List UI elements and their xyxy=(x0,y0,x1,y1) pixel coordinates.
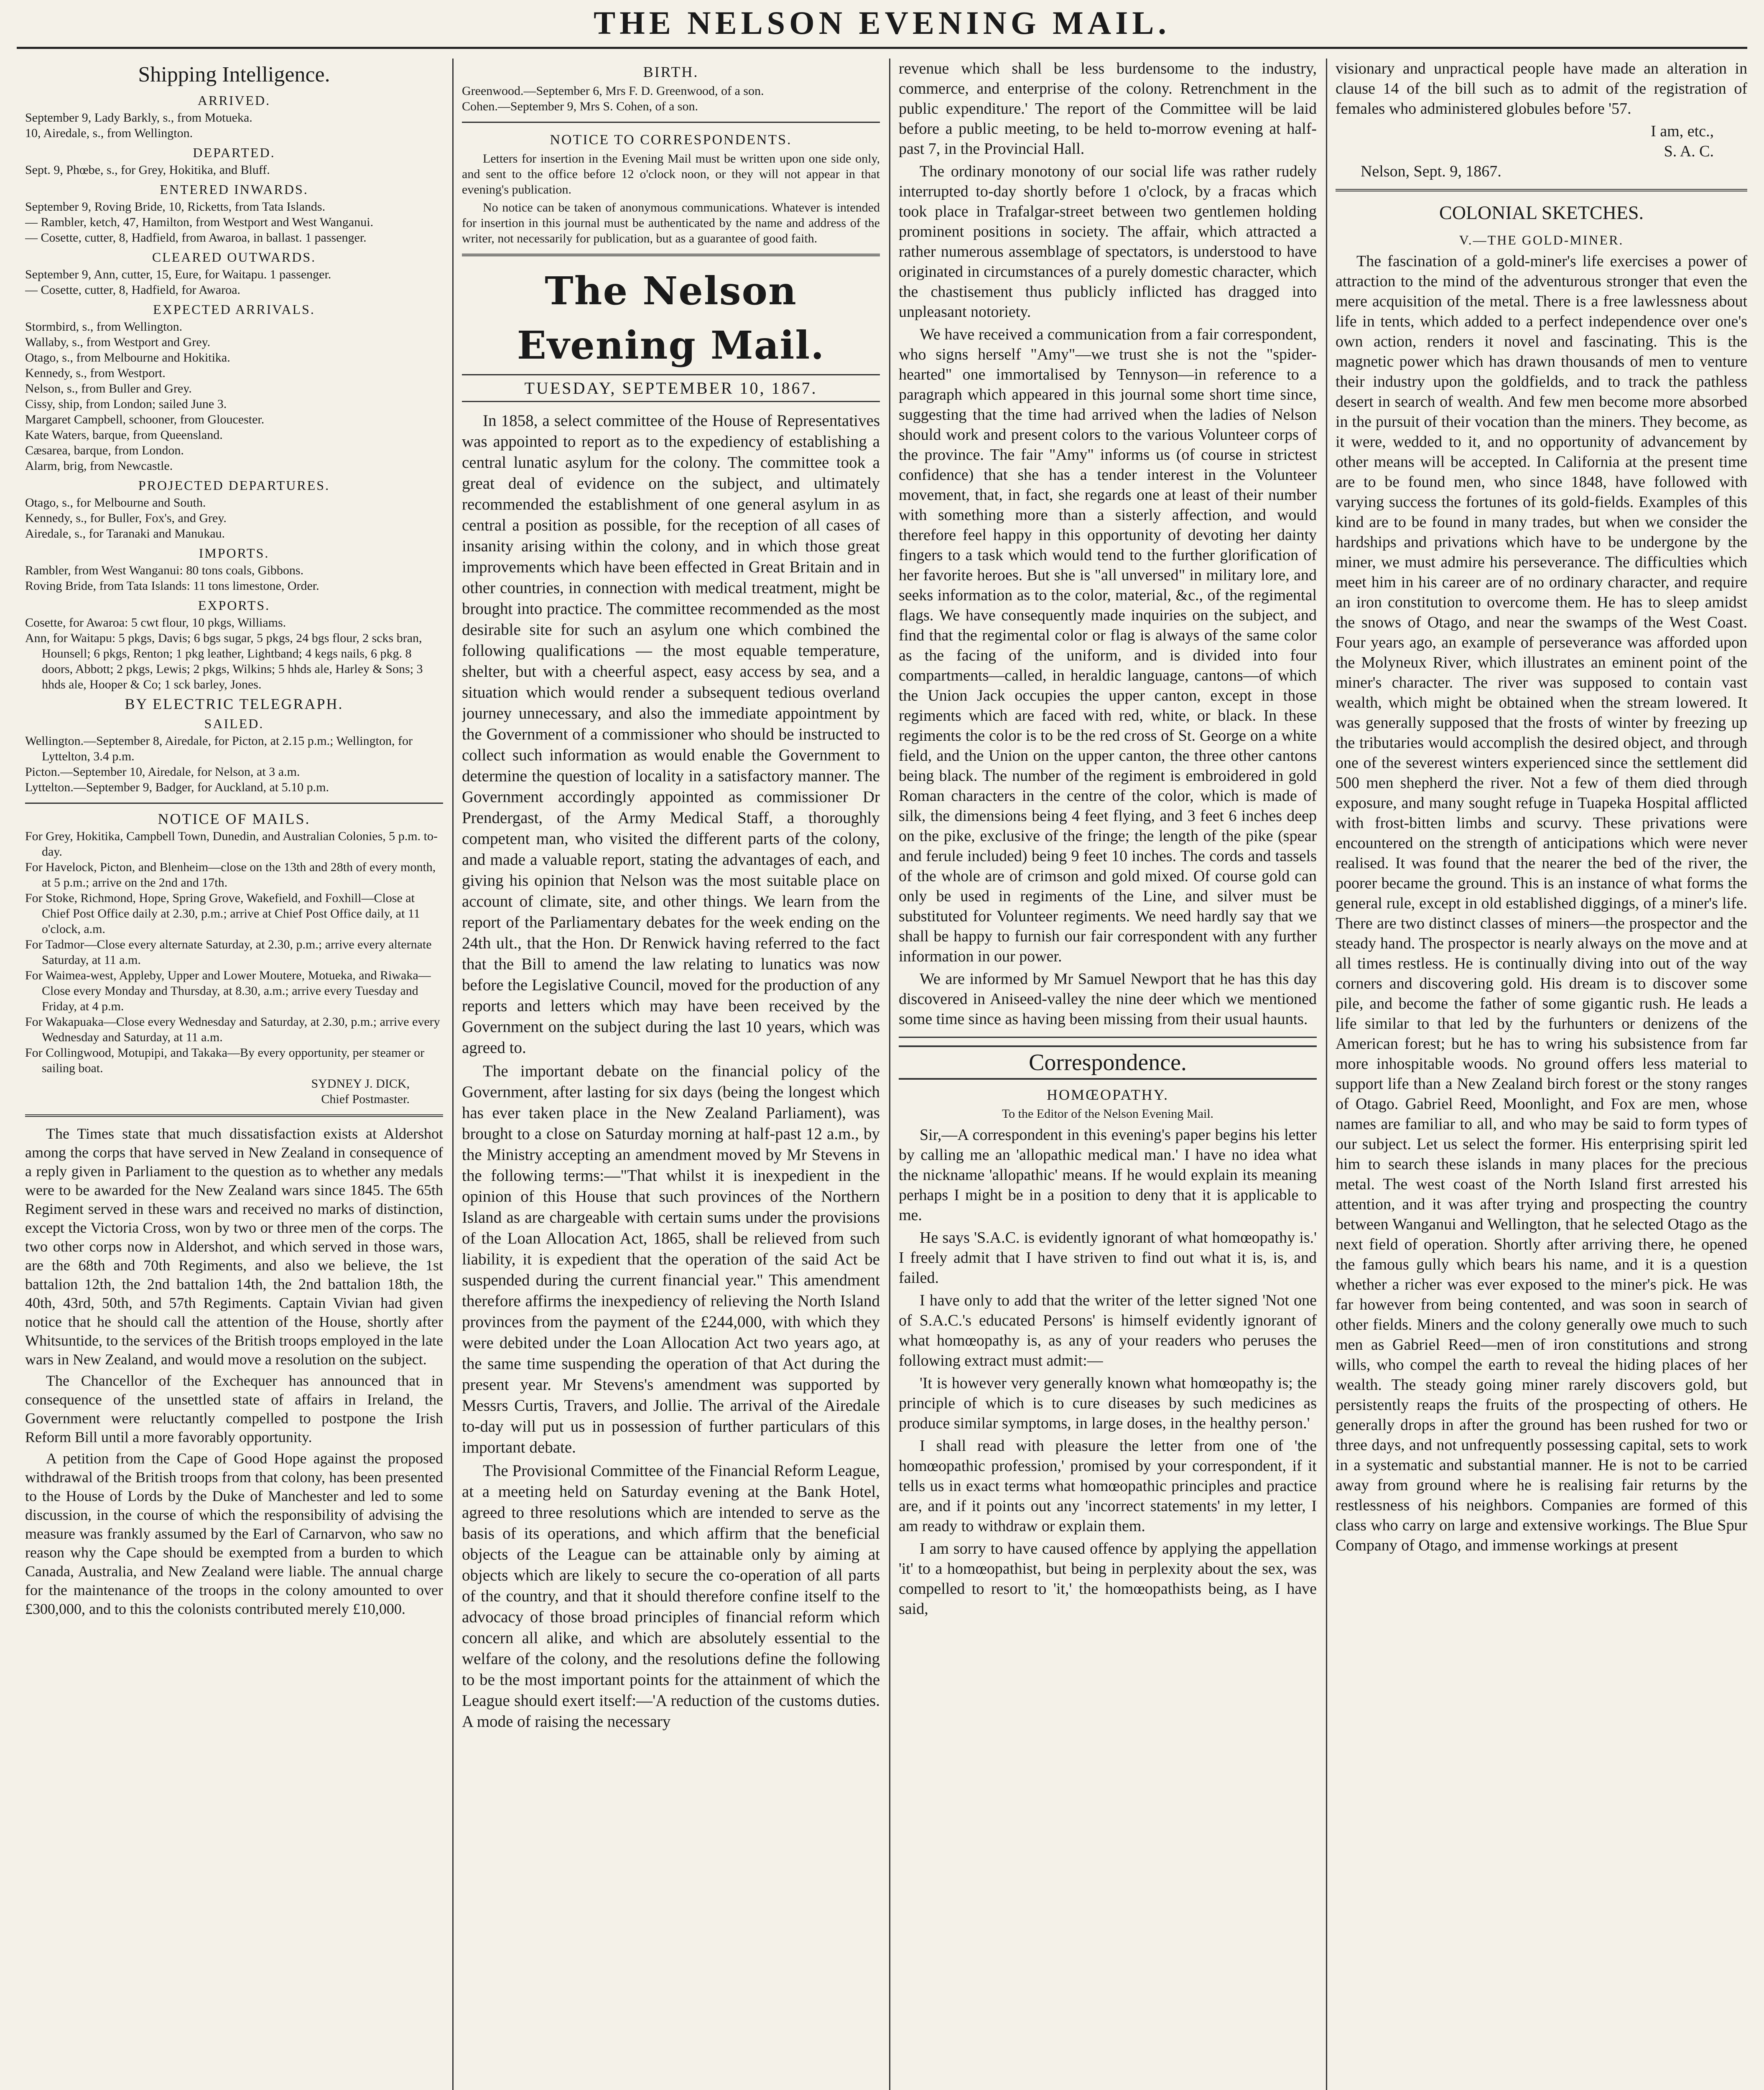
shipping-entry: Wellington.—September 8, Airedale, for Picton, at 2.15 p.m.; Wellington, for Lyttelton, 3.4 p.m. xyxy=(25,734,413,763)
notice-paragraph: No notice can be taken of anonymous communications. Whatever is intended for insertion in this journal must be authenticated by the name and address of the writer, not necessarily for publication, but as a guarantee of good faith. xyxy=(462,201,880,245)
shipping-entry: Cæsarea, barque, from London. xyxy=(25,443,184,457)
shipping-entry: September 9, Lady Barkly, s., from Motueka. xyxy=(25,111,252,125)
letter-signoff: I am, etc., xyxy=(1651,122,1714,140)
shipping-entry: — Rambler, ketch, 47, Hamilton, from Westport and West Wanganui. xyxy=(25,215,374,229)
news-paragraph: We are informed by Mr Samuel Newport that he has this day discovered in Aniseed-valley the nine deer which we mentioned some time since as having been missing from their usual haunts. xyxy=(899,970,1317,1028)
news-paragraph: The Times state that much dissatisfaction exists at Aldershot among the corps that have served in New Zealand in consequence of a reply given in Parliament to the question as to whether any medals were to be awarded for the New Zealand wars since 1845. The 65th Regiment served in these wars and received no marks of distinction, except the Victoria Cross, won by two or three men of the corps. The two other corps now in Aldershot, and which served in those wars, are the 68th and 70th Regiments, and also we believe, the 1st battalion 12th, the 2nd battalion 14th, the 2nd battalion 18th, the 40th, 43rd, 50th, and 57th Regiments. Captain Vivian had given notice that he should call the attention of the House, shortly after Whitsuntide, to the services of the British troops employed in the late wars in New Zealand, and would move a resolution on the subject. xyxy=(25,1125,443,1368)
letter-paragraph: I shall read with pleasure the letter from one of 'the homœopathic profession,' promised by your correspondent, if it tells us in exact terms what homœopathic principles and practice are, and if it points out any 'incorrect statements' in my letter, I am ready to withdraw or explain them. xyxy=(899,1437,1317,1535)
sketch-paragraph: The fascination of a gold-miner's life exercises a power of attraction to the mind of the adventurous stronger that even the mere acquisition of the metal. There is a free lawlessness about life in tents, which added to a perfect independence over one's own action, renders it novel and fascinating. This is the magnetic power which has drawn thousands of men to venture their industry upon the goldfields, and to track the pathless desert in search of wealth. And few men become more absorbed in the pursuit of their vocation than the miners. They become, as it were, wedded to it, and no opportunity of advancement by other means will be accepted. In California at the present time are to be found men, who since 1848, have followed with varying success the fortunes of its gold-fields. Examples of this kind are to be found in many trades, but when we consider the hardships and privations which have to be undergone by the miner, we must admire his perseverance. The difficulties which meet him in his career are of no ordinary character, and require an iron constitution to overcome them. He has to sleep amidst the snows of Otago, and near the swamps of the West Coast. Four years ago, an example of perseverance was afforded upon the Molyneux River, which illustrates an eminent point of the miner's character. The river was supposed to contain vast wealth, which might be obtained when the stream lowered. It was generally supposed that the frosts of winter by freezing up the tributaries would accomplish the desired object, and through one of the severest winters experienced since the settlement did 500 men shepherd the river. Not a few of them died through exposure, and many sought refuge in Tuapeka Hospital afflicted with frost-bitten limbs and scurvy. These privations were encountered on the strength of anticipations which were never realised. It was found that the nearer the bed of the river, the poorer became the ground. This is an instance of what forms the general rule, except in old established diggings, of a miner's life. There are two distinct classes of miners—the prospector and the steady hand. The prospector is nearly always on the move and at all times restless. He is continually diving into out of the way corners and discovering gold. His dream is to discover some pile, and become the father of some gigantic rush. He leads a life similar to that led by the furhunters or denizens of the American forest; but he has to wring his subsistence from far more inhospitable woods. No ground offers less material to support life than a New Zealand birch forest or the stony ranges of Otago. Gabriel Reed, Moonlight, and Fox are men, whose names are familiar to all, and who may be said to form types of our subject. Let us select the former. His enterprising spirit led him to search these islands in many places for the precious metal. The west coast of the North Island first arrested his attention, and it was after trying and prospecting the country between Wanganui and Wellington, that he selected Otago as the next field of operation. Shortly after arriving there, he opened the famous gully which bears his name, and it is a question whether a richer was ever exposed to the miner's pick. He was far however from being contented, and was soon in search of other fields. Miners and the colony generally owe much to such men as Gabriel Reed—men of iron constitutions and strong wills, who compel the earth to reveal the hiding places of her wealth. The steady going miner rarely discovers gold, but persistently reaps the fruits of the prospecting of others. He generally drops in after the ground has been rushed for two or three days, and not unfrequently possessing capital, sets to work in a systematic and substantial manner. He is not to be carried away from ground where he is realising fair returns by the restlessness of his neighbors. Companies are formed of this class who carry on large and extensive workings. The Blue Spur Company of Otago, and immense workings at present xyxy=(1336,252,1747,1554)
section-rule xyxy=(899,1037,1317,1038)
shipping-entry: September 9, Ann, cutter, 15, Eure, for Waitapu. 1 passenger. xyxy=(25,268,331,281)
shipping-entry: Picton.—September 10, Airedale, for Nelson, at 3 a.m. xyxy=(25,765,300,779)
masthead-rule xyxy=(17,47,1747,49)
departed-heading: DEPARTED. xyxy=(193,145,275,160)
section-rule xyxy=(462,122,880,123)
section-rule xyxy=(1336,189,1747,191)
correspondence-heading: Correspondence. xyxy=(899,1045,1317,1080)
shipping-entry: Rambler, from West Wanganui: 80 tons coals, Gibbons. xyxy=(25,563,304,577)
column-4 xyxy=(1336,59,1747,2090)
shipping-entry: Kennedy, s., from Westport. xyxy=(25,366,166,380)
section-rule xyxy=(25,1114,443,1117)
editorial-paragraph: In 1858, a select committee of the House of Representatives was appointed to report as to the expediency of establishing a central lunatic asylum for the colony. The committee took a great deal of evidence on the subject, and ultimately recommended the establishment of one general asylum in as central a position as possible, for the reception of all cases of insanity arising within the colony, and in which those great improvements which have been effected in Great Britain and in other countries, in connection with medical treatment, might be brought into practice. The committee recommended as the most desirable site for such an asylum one which combined the following qualifications — the most equable temperature, shelter, but with a cheerful aspect, easy access by sea, and a situation which would render a subsequent tedious overland journey unnecessary, and also the immediate appointment by the Government of a commissioner who should be instructed to collect such information as would enable the Government to determine the question of locality in a satisfactory manner. The Government accordingly appointed as commissioner Dr Prendergast, of the Army Medical Staff, a thoroughly competent man, who visited the different parts of the colony, and made a valuable report, stating the advantages of each, and giving his opinion that Nelson was the most suitable place on account of climate, site, and other things. We learn from the report of the Parliamentary debates for the week ending on the 24th ult., that the Hon. Dr Renwick having referred to the fact that the Bill to amend the law relating to lunatics was now before the Legislative Council, moved for the production of any reports and letters which may have been received by the Government on the subject during the last 10 years, which was agreed to. xyxy=(462,412,880,1057)
cleared-heading: CLEARED OUTWARDS. xyxy=(152,250,316,265)
entered-heading: ENTERED INWARDS. xyxy=(160,182,308,197)
exports-heading: EXPORTS. xyxy=(198,598,270,613)
mail-entry: For Grey, Hokitika, Campbell Town, Dunedin, and Australian Colonies, 5 p.m. to-day. xyxy=(25,829,438,859)
news-paragraph: We have received a communication from a fair correspondent, who signs herself "Amy"—we trust she is not the "spider-hearted" one immortalised by Tennyson—in reference to a paragraph which appeared in this journal some short time since, suggesting that the time had arrived when the ladies of Nelson should work and present colors to the various Volunteer corps of the province. The fair "Amy" informs us (of course in strictest confidence) that she has a tender interest in the Volunteer movement, that, in fact, she regards one at least of their number with something more than a sisterly affection, and would therefore feel happy in this opportunity of devoting her dainty fingers to a task which would tend to the further glorification of her favorite heroes. But she is "all unversed" in military lore, and seeks information as to the color, material, &c., of the regimental flags. We have consequently made inquiries on the subject, and find that the regimental color or flag is always of the same color as the facing of the uniform, and is divided into four compartments—called, in heraldic language, cantons—of which the Union Jack occupies the upper canton, except in those regiments which are faced with red, white, or black. In these regiments the color is to be the red cross of St. George on a white field, and the Union on the upper canton, the three other cantons being black. The number of the regiment is embroidered in gold Roman characters in the centre of the color, which is made of silk, the dimensions being 4 feet flying, and 3 feet 6 inches deep on the pike, exclusive of the fringe; the length of the pike (spear and ferule included) being 9 feet 10 inches. The cords and tassels of the whole are of crimson and gold mixed. Of course gold can only be used in regiments of the Line, and silver must be substituted for Volunteer regiments. We need hardly say that we shall be happy to furnish our fair correspondent with any further information in our power. xyxy=(899,326,1317,965)
letter-paragraph: He says 'S.A.C. is evidently ignorant of what homœopathy is.' I freely admit that I have striven to find out what it is, is, and failed. xyxy=(899,1229,1317,1287)
column-divider xyxy=(889,59,890,2090)
shipping-entry: Nelson, s., from Buller and Grey. xyxy=(25,382,192,395)
imports-heading: IMPORTS. xyxy=(199,545,270,561)
letter-addressee: To the Editor of the Nelson Evening Mail. xyxy=(1002,1107,1214,1121)
column-2 xyxy=(462,59,880,2090)
sketch-heading: COLONIAL SKETCHES. xyxy=(1439,202,1644,223)
shipping-entry: Stormbird, s., from Wellington. xyxy=(25,320,183,334)
letter-paragraph: 'It is however very generally known what homœopathy is; the principle of which is to cure diseases by such medicines as produce similar symptoms, in large doses, in the healthy person.' xyxy=(899,1374,1317,1432)
column-1 xyxy=(25,59,443,2090)
shipping-entry: Lyttelton.—September 9, Badger, for Auckland, at 5.10 p.m. xyxy=(25,780,329,794)
notice-heading: NOTICE TO CORRESPONDENTS. xyxy=(550,132,792,148)
mails-heading: NOTICE OF MAILS. xyxy=(158,811,311,827)
shipping-entry: Otago, s., from Melbourne and Hokitika. xyxy=(25,351,230,364)
expected-heading: EXPECTED ARRIVALS. xyxy=(153,302,315,317)
shipping-entry: September 9, Roving Bride, 10, Ricketts, from Tata Islands. xyxy=(25,200,326,214)
shipping-entry: Roving Bride, from Tata Islands: 11 tons limestone, Order. xyxy=(25,579,319,593)
mail-entry: For Collingwood, Motupipi, and Takaka—By every opportunity, per steamer or sailing boat. xyxy=(25,1046,425,1075)
letter-paragraph: visionary and unpractical people have made an alteration in clause 14 of the bill such as to admit of the registration of females who administered globules before '57. xyxy=(1336,60,1747,117)
mail-entry: For Havelock, Picton, and Blenheim—close on the 13th and 28th of every month, at 5 p.m.; arrive on the 2nd and 17th. xyxy=(25,860,436,890)
letter-paragraph: Sir,—A correspondent in this evening's paper begins his letter by calling me an 'allopathic medical man.' I have no idea what the nickname 'allopathic' means. If he would explain its meaning perhaps I might be in a position to deny that it is applicable to me. xyxy=(899,1126,1317,1224)
editorial-masthead: The Nelson Evening Mail. xyxy=(517,268,825,368)
shipping-entry: Ann, for Waitapu: 5 pkgs, Davis; 6 bgs sugar, 5 pkgs, 24 bgs flour, 2 scks bran, Hounsell; 6 pkgs, Renton; 1 pkg leather, Lightband; 4 kegs nails, 6 pkg. 8 doors, Abbott; 2 pkgs, Lewis; 2 pkgs, Wilkins; 5 hhds ale, Harley & Sons; 3 hhds ale, Hooper & Co; 1 sck barley, Jones. xyxy=(25,631,423,691)
letter-place-date: Nelson, Sept. 9, 1867. xyxy=(1361,163,1501,180)
sketch-subheading: V.—THE GOLD-MINER. xyxy=(1459,232,1624,247)
shipping-entry: 10, Airedale, s., from Wellington. xyxy=(25,126,193,140)
editorial-paragraph: The important debate on the financial policy of the Government, after lasting for six days (being the longest which has ever taken place in the New Zealand Parliament), was brought to a close on Saturday morning at half-past 12 a.m., by the Ministry accepting an amendment moved by Mr Stevens in the following terms:—"That whilst it is inexpedient in the opinion of this House that such provinces of the Northern Island as are chargeable with certain sums under the provisions of the Loan Allocation Act, 1865, shall be relieved from such liability, it is expedient that the operation of the said Act be suspended during the current financial year." This amendment therefore affirms the inexpediency of relieving the North Island provinces from the payment of the £244,000, with which they were debited under the Loan Allocation Act two years ago, at the same time suspending the operation of that Act during the present year. Mr Stevens's amendment was supported by Messrs Curtis, Travers, and Jollie. The arrival of the Airedale to-day will put us in possession of further particulars of this important debate. xyxy=(462,1062,880,1456)
projected-heading: PROJECTED DEPARTURES. xyxy=(138,478,330,493)
birth-heading: BIRTH. xyxy=(643,64,699,80)
sailed-heading: SAILED. xyxy=(204,716,264,731)
shipping-entry: Otago, s., for Melbourne and South. xyxy=(25,496,206,510)
shipping-entry: Cissy, ship, from London; sailed June 3. xyxy=(25,397,227,411)
letter-paragraph: I have only to add that the writer of the letter signed 'Not one of S.A.C.'s educated Persons' is himself evidently ignorant of what homœopathy is, as any of your readers who peruses the following extract must admit:— xyxy=(899,1292,1317,1369)
shipping-entry: Sept. 9, Phœbe, s., for Grey, Hokitika, and Bluff. xyxy=(25,163,270,177)
telegraph-heading: BY ELECTRIC TELEGRAPH. xyxy=(125,696,344,712)
shipping-entry: — Cosette, cutter, 8, Hadfield, from Awaroa, in ballast. 1 passenger. xyxy=(25,231,367,245)
shipping-entry: — Cosette, cutter, 8, Hadfield, for Awaroa. xyxy=(25,283,241,297)
shipping-entry: Kennedy, s., for Buller, Fox's, and Grey. xyxy=(25,511,227,525)
shipping-heading: Shipping Intelligence. xyxy=(138,63,330,87)
mail-entry: For Waimea-west, Appleby, Upper and Lower Moutere, Motueka, and Riwaka—Close every Monday and Thursday, at 8.30, a.m.; arrive every Tuesday and Friday, at 4 p.m. xyxy=(25,969,431,1013)
shipping-entry: Margaret Campbell, schooner, from Gloucester. xyxy=(25,413,265,426)
section-rule xyxy=(462,254,880,256)
column-3 xyxy=(899,59,1317,2090)
shipping-entry: Kate Waters, barque, from Queensland. xyxy=(25,428,223,442)
birth-entry: Greenwood.—September 6, Mrs F. D. Greenwood, of a son. xyxy=(462,84,764,98)
column-divider xyxy=(1326,59,1327,2090)
newspaper-title: THE NELSON EVENING MAIL. xyxy=(594,5,1170,41)
mail-entry: For Wakapuaka—Close every Wednesday and Saturday, at 2.30, p.m.; arrive every Wednesday and Saturday, at 11 a.m. xyxy=(25,1015,440,1044)
shipping-entry: Airedale, s., for Taranaki and Manukau. xyxy=(25,527,225,540)
shipping-entry: Wallaby, s., from Westport and Grey. xyxy=(25,335,211,349)
section-rule xyxy=(462,374,880,375)
birth-entry: Cohen.—September 9, Mrs S. Cohen, of a son. xyxy=(462,99,698,113)
letter-signature: S. A. C. xyxy=(1664,143,1714,160)
section-rule xyxy=(25,803,443,804)
mail-entry: For Tadmor—Close every alternate Saturday, at 2.30, p.m.; arrive every alternate Saturday, at 11 a.m. xyxy=(25,938,432,967)
shipping-entry: Cosette, for Awaroa: 5 cwt flour, 10 pkgs, Williams. xyxy=(25,616,286,630)
news-paragraph: revenue which shall be less burdensome to the industry, commerce, and enterprise of the colony. Retrenchment in the public expenditure.' The report of the Committee will be laid before a public meeting, to be held to-morrow evening at half-past 7, in the Provincial Hall. xyxy=(899,60,1317,158)
arrived-heading: ARRIVED. xyxy=(197,93,271,108)
mail-entry: For Stoke, Richmond, Hope, Spring Grove, Wakefield, and Foxhill—Close at Chief Post Office daily at 2.30, p.m.; arrive at Chief Post Office daily, at 11 o'clock, a.m. xyxy=(25,891,420,936)
editorial-paragraph: The Provisional Committee of the Financial Reform League, at a meeting held on Saturday evening at the Bank Hotel, agreed to three resolutions which are intended to serve as the basis of its operations, and which affirm that the beneficial objects of the League can be attainable only by aiming at objects which are likely to secure the co-operation of all parts of the country, and that it should therefore confine itself to the advocacy of those broad principles of financial reform which concern all alike, and which are absolutely essential to the welfare of the colony, and the resolutions define the following to be the most important points for the attainment of which the League should exert itself:—'A reduction of the customs duties. A mode of raising the necessary xyxy=(462,1462,880,1731)
shipping-entry: Alarm, brig, from Newcastle. xyxy=(25,459,173,473)
news-paragraph: A petition from the Cape of Good Hope against the proposed withdrawal of the British troops from that colony, has been presented to the House of Lords by the Duke of Manchester and led to some discussion, in the course of which the responsibility of advising the measure was frankly assumed by the Earl of Carnarvon, who saw no reason why the Cape should be exempted from a burden to which Canada, Australia, and New Zealand were liable. The annual charge for the maintenance of the troops in the colony amounted to over £300,000, and to this the colonists contributed merely £10,000. xyxy=(25,1450,443,1617)
letter-paragraph: I am sorry to have caused offence by applying the appellation 'it' to a homœopathist, but being in perplexity about the sex, was compelled to resort to 'it,' the homœopathists being, as I have said, xyxy=(899,1540,1317,1618)
letter-title: HOMŒOPATHY. xyxy=(1046,1086,1169,1103)
column-divider xyxy=(452,59,454,2090)
masthead xyxy=(0,0,1764,46)
postmaster-signature: SYDNEY J. DICK, xyxy=(311,1077,410,1091)
section-rule xyxy=(462,401,880,402)
news-paragraph: The ordinary monotony of our social life was rather rudely interrupted to-day shortly before 1 o'clock, by a fracas which took place in Trafalgar-street between two gentlemen holding prominent positions in society. The affair, which attracted a rather numerous assemblage of spectators, is understood to have originated in circumstances of a purely domestic character, which the chastisement thus publicly inflicted has dragged into unpleasant notoriety. xyxy=(899,163,1317,321)
news-paragraph: The Chancellor of the Exchequer has announced that in consequence of the unsettled state of affairs in Ireland, the Government were reluctantly compelled to postpone the Irish Reform Bill until a more favorably opportunity. xyxy=(25,1372,443,1445)
editorial-date: TUESDAY, SEPTEMBER 10, 1867. xyxy=(524,379,818,398)
notice-paragraph: Letters for insertion in the Evening Mail must be written upon one side only, and sent to the office before 12 o'clock noon, or they will not appear in that evening's publication. xyxy=(462,152,880,196)
postmaster-title: Chief Postmaster. xyxy=(321,1092,410,1106)
